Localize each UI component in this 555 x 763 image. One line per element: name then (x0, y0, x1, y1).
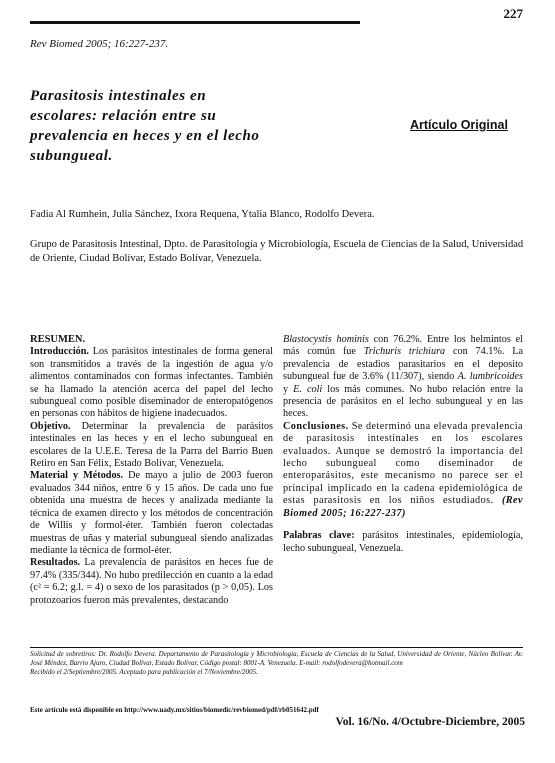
author-list: Fadia Al Rumhein, Julia Sánchez, Ixora Requena, Ytalia Blanco, Rodolfo Devera. (30, 209, 375, 220)
abstract-heading: RESUMEN. (30, 334, 86, 345)
journal-citation: Rev Biomed 2005; 16:227-237. (30, 38, 169, 50)
organism-name: Trichuris trichiura (363, 346, 446, 358)
methods-text: De mayo a julio de 2003 fueron evaluados 344 niños, entre 6 y 15 años. De cada uno fue obtenida una muestra de heces y analizada mediante la técnica de examen directo y los métodos de concentración de Willis y formol-éter. También fueron colectadas muestras de uñas y material subungueal siendo analizadas mediante la técnica de formol-éter. (30, 470, 274, 556)
abstract-column-left (30, 334, 273, 607)
results-label: Resultados. (30, 557, 81, 569)
introduction-text: Los parásitos intestinales de forma general son transmitidos a través de la ingestión de agua y/o alimentos contaminados con formas infectantes. También se ha llamado la atención acerca del papel del lecho subungueal como posible diseminador de enteropatógenos en personas con hábitos de higiene inadecuados. (30, 346, 273, 420)
footnote-rule (30, 647, 523, 648)
organism-name: E. coli (293, 383, 323, 395)
keywords-label: Palabras clave: (283, 530, 355, 542)
footnote (30, 650, 523, 677)
article-type: Artículo Original (410, 118, 508, 132)
article-title: Parasitosis intestinales en escolares: relación entre su prevalencia en heces y en el lecho subungueal. (30, 88, 260, 164)
introduction-label: Introducción. (30, 346, 89, 358)
objective-text: Determinar la prevalencia de parásitos intestinales en las heces y en el lecho subungueal en escolares de la U.E.E. Teresa de la Parra del Barrio Buen Retiro en San Félix, Estado Bolívar, Venezuela. (30, 420, 273, 470)
header-rule (30, 21, 360, 24)
journal-volume-info: Vol. 16/No. 4/Octubre-Diciembre, 2005 (335, 716, 525, 728)
keywords (283, 530, 523, 555)
abstract-results (30, 557, 273, 607)
conclusions-text: Se determinó una elevada prevalencia de parasitosis intestinales en los escolares evaluados. Aunque se demostró la importancia del lecho subungueal como diseminador de enteroparásitos, este mecanismo no parece ser el principal implicado en la cadena epidemiológica de estas parasitosis en los niños estudiados. (283, 420, 523, 507)
abstract-column-right (283, 334, 523, 555)
abstract-introduction (30, 346, 273, 420)
organism-name: Blastocystis hominis (283, 334, 369, 345)
correspondence-note: Solicitud de sobretiros: Dr. Rodolfo Devera. Departamento de Parasitología y Microbiología, Escuela de Ciencias de la Salud, Universidad de Oriente, Núcleo Bolívar. Av. José Méndez, Barrio Ajuro, Ciudad Bolívar, Estado Bolívar, Código postal: 8001-A. Venezuela. E-mail: rodolfodevera@hotmail.com (30, 650, 523, 667)
results-text: con 74.1%. La prevalencia de estadios parasitarios en el deposito subungueal fue de 3.6% (11/307), siendo (283, 346, 523, 383)
results-text: La prevalencia de parásitos en heces fue de 97.4% (335/344). No hubo predilección en cuanto a la edad (c² = 6.2; g.l. = 4) o sexo de los parasitados (p > 0,05). Los protozoarios fueron más prevalentes, destacando (30, 557, 274, 606)
conclusions-label: Conclusiones. (283, 420, 349, 432)
objective-label: Objetivo. (30, 420, 71, 432)
abstract-conclusions (283, 421, 523, 520)
abstract-methods (30, 470, 273, 557)
results-text: y (283, 383, 294, 395)
results-text: los más comunes. No hubo relación entre la presencia de parásitos en el lecho subungueal y en las heces. (283, 383, 524, 420)
methods-label: Material y Métodos. (30, 470, 124, 482)
abstract-results-continued (283, 334, 523, 421)
affiliation: Grupo de Parasitosis Intestinal, Dpto. de Parasitología y Microbiología, Escuela de Ciencias de la Salud, Universidad de Oriente, Ciudad Bolívar, Estado Bolívar, Venezuela. (30, 239, 524, 264)
results-text: con 76.2%. Entre los helmintos el más común fue (283, 334, 523, 358)
received-dates: Recibido el 2/Septiembre/2005. Aceptado para publicación el 7/Noviembre/2005. (30, 668, 258, 676)
keywords-text: parásitos intestinales, epidemiología, lecho subungueal, Venezuela. (283, 530, 523, 554)
availability-note: Este artículo está disponible en http://www.uady.mx/sitios/biomedic/revbiomed/pdf/rb051642.pdf (30, 706, 319, 714)
abstract-objective (30, 421, 273, 471)
conclusions-citation: (Rev Biomed 2005; 16:227-237) (283, 495, 523, 519)
organism-name: A. lumbricoides (457, 371, 523, 383)
page-number: 227 (503, 6, 523, 21)
